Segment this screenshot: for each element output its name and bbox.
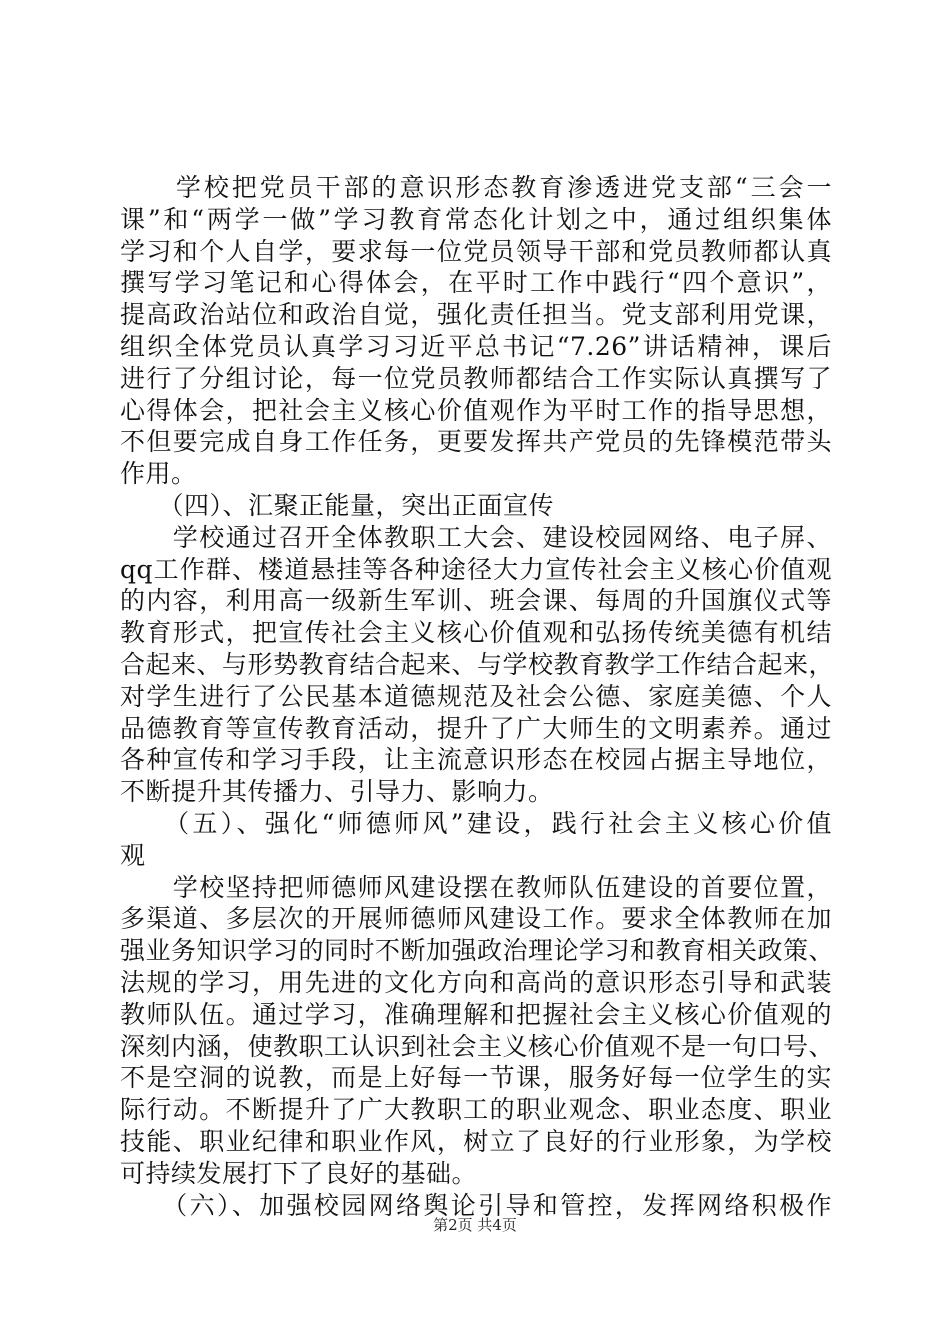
text-line: 课”和“两学一做”学习教育常态化计划之中，通过组织集体 (120, 204, 832, 234)
text-line: 提高政治站位和政治自觉，强化责任担当。党支部利用党课， (120, 300, 832, 330)
text-line: 可持续发展打下了良好的基础。 (120, 1158, 478, 1188)
document-body (120, 172, 835, 1221)
text-line: 学校通过召开全体教职工大会、建设校园网络、电子屏、 (120, 522, 832, 552)
text-line: 作用。 (120, 459, 197, 489)
text-line: 不断提升其传播力、引导力、影响力。 (120, 777, 554, 807)
text-line: 对学生进行了公民基本道德规范及社会公德、家庭美德、个人 (120, 681, 832, 711)
text-line: 进行了分组讨论，每一位党员教师都结合工作实际认真撰写了 (120, 363, 832, 393)
text-line: 合起来、与形势教育结合起来、与学校教育教学工作结合起来， (120, 649, 835, 679)
text-line: 不但要完成自身工作任务，更要发挥共产党员的先锋模范带头 (120, 427, 832, 457)
text-line: 组织全体党员认真学习习近平总书记“7.26”讲话精神，课后 (120, 331, 832, 361)
text-line: 深刻内涵，使教职工认识到社会主义核心价值观不是一句口号、 (120, 1031, 835, 1061)
text-line: 法规的学习，用先进的文化方向和高尚的意识形态引导和武装 (120, 967, 832, 997)
text-line: 技能、职业纪律和职业作风，树立了良好的行业形象，为学校 (120, 1126, 832, 1156)
text-line: 学校把党员干部的意识形态教育渗透进党支部“三会一 (120, 173, 832, 202)
text-line: 品德教育等宣传教育活动，提升了广大师生的文明素养。通过 (120, 713, 832, 743)
text-line: 际行动。不断提升了广大教职工的职业观念、职业态度、职业 (120, 1095, 832, 1125)
text-line: 强业务知识学习的同时不断加强政治理论学习和教育相关政策、 (120, 936, 835, 966)
text-line: （四）、汇聚正能量，突出正面宣传 (120, 490, 555, 520)
text-line: 多渠道、多层次的开展师德师风建设工作。要求全体教师在加 (120, 904, 832, 934)
text-line: qq工作群、楼道悬挂等各种途径大力宣传社会主义核心价值观 (120, 554, 832, 584)
text-line: （五）、强化“师德师风”建设，践行社会主义核心价值 (120, 808, 832, 838)
text-line: 教育形式，把宣传社会主义核心价值观和弘扬传统美德有机结 (120, 618, 832, 648)
text-line: 观 (120, 840, 146, 870)
text-line: 不是空洞的说教，而是上好每一节课，服务好每一位学生的实 (120, 1063, 832, 1093)
text-line: 各种宣传和学习手段，让主流意识形态在校园占据主导地位， (120, 745, 832, 775)
text-line: （六）、加强校园网络舆论引导和管控，发挥网络积极作 (120, 1190, 832, 1220)
text-line: 的内容，利用高一级新生军训、班会课、每周的升国旗仪式等 (120, 586, 832, 616)
text-line: 心得体会，把社会主义核心价值观作为平时工作的指导思想， (120, 395, 832, 425)
text-line: 学习和个人自学，要求每一位党员领导干部和党员教师都认真 (120, 236, 832, 266)
text-line: 撰写学习笔记和心得体会，在平时工作中践行“四个意识”， (120, 268, 832, 298)
text-line: 教师队伍。通过学习，准确理解和把握社会主义核心价值观的 (120, 999, 832, 1029)
page-footer: 第2页 共4页 (433, 1216, 517, 1234)
text-line: 学校坚持把师德师风建设摆在教师队伍建设的首要位置， (120, 872, 832, 902)
